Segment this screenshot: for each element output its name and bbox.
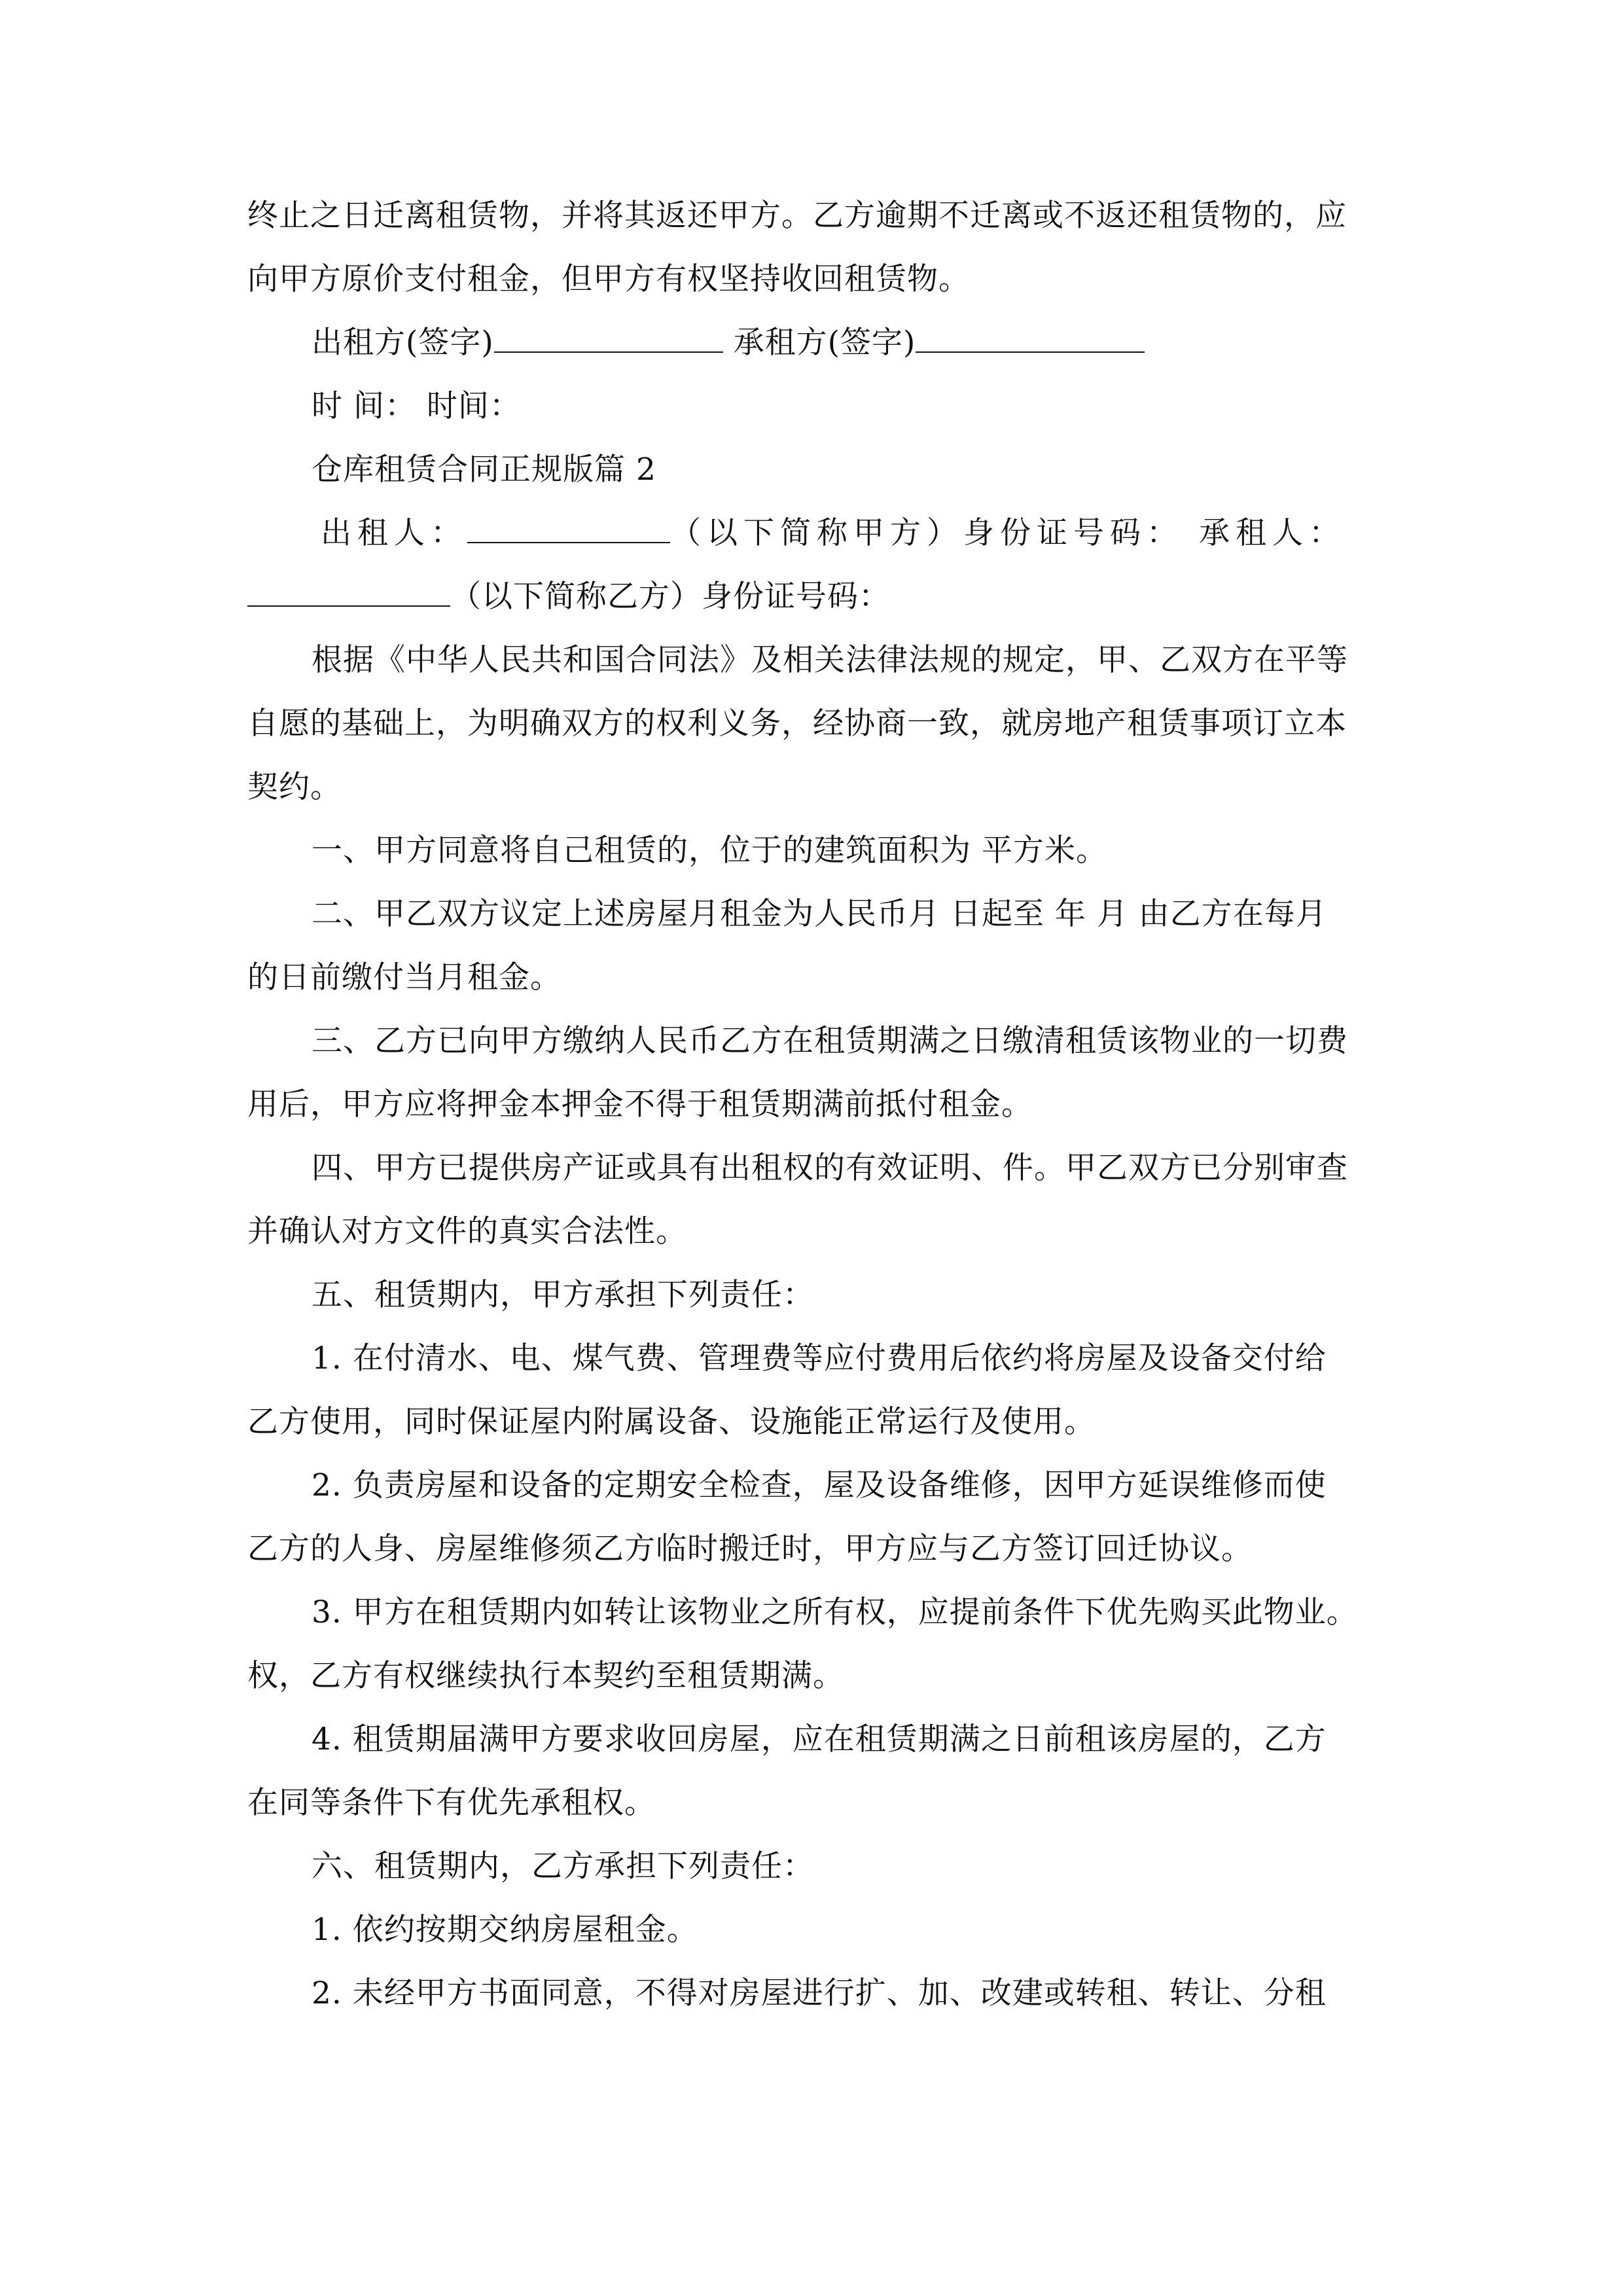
clause-6-item-2: 2. 未经甲方书面同意，不得对房屋进行扩、加、改建或转租、转让、分租 xyxy=(312,1975,1327,2011)
lessee-line xyxy=(247,577,890,617)
text-line: 乙方使用，同时保证屋内附属设备、设施能正常运行及使用。 xyxy=(247,1404,1096,1440)
lessor-signature-blank xyxy=(494,325,723,353)
text-line: 权，乙方有权继续执行本契约至租赁期满。 xyxy=(247,1658,844,1694)
clause-5-item-2: 2. 负责房屋和设备的定期安全检查，屋及设备维修，因甲方延误维修而使 xyxy=(312,1467,1327,1503)
clause-5-item-1: 1. 在付清水、电、煤气费、管理费等应付费用后依约将房屋及设备交付给 xyxy=(312,1340,1327,1376)
clause-3: 三、乙方已向甲方缴纳人民币乙方在租赁期满之日缴清租赁该物业的一切费 xyxy=(312,1023,1348,1059)
clause-5: 五、租赁期内，甲方承担下列责任： xyxy=(312,1277,814,1313)
text-line: 乙方的人身、房屋维修须乙方临时搬迁时，甲方应与乙方签订回迁协议。 xyxy=(247,1531,1253,1567)
time-line: 时 间： 时间： xyxy=(312,388,521,424)
text-line: 自愿的基础上，为明确双方的权利义务，经协商一致，就房地产租赁事项订立本 xyxy=(247,706,1347,742)
text-line: 终止之日迁离租赁物，并将其返还甲方。乙方逾期不迁离或不返还租赁物的，应 xyxy=(247,198,1347,234)
lessee-line-rest: （以下简称乙方）身份证号码： xyxy=(450,579,890,615)
lessee-signature-blank xyxy=(916,325,1145,353)
text-line: 在同等条件下有优先承租权。 xyxy=(247,1785,656,1821)
lessor-label: 出租人： xyxy=(321,515,467,551)
lessor-line-rest: （以下简称甲方）身份证号码： 承租人： xyxy=(670,515,1346,551)
lessee-signature-label: 承租方(签字) xyxy=(733,325,916,361)
text-line: 用后，甲方应将押金本押金不得于租赁期满前抵付租金。 xyxy=(247,1086,1033,1122)
lessor-signature-label: 出租方(签字) xyxy=(312,325,494,361)
clause-5-item-3: 3. 甲方在租赁期内如转让该物业之所有权，应提前条件下优先购买此物业。 xyxy=(312,1594,1358,1630)
clause-2: 二、甲乙双方议定上述房屋月租金为人民币月 日起至 年 月 由乙方在每月 xyxy=(312,896,1327,932)
lessee-name-blank xyxy=(247,579,450,607)
clause-1: 一、甲方同意将自己租赁的，位于的建筑面积为 平方米。 xyxy=(312,833,1107,869)
clause-4: 四、甲方已提供房产证或具有出租权的有效证明、件。甲乙双方已分别审查 xyxy=(312,1150,1348,1186)
signature-line xyxy=(312,323,1145,363)
text-line: 契约。 xyxy=(247,769,342,805)
clause-6: 六、租赁期内，乙方承担下列责任： xyxy=(312,1848,814,1884)
clause-6-item-1: 1. 依约按期交纳房屋租金。 xyxy=(312,1912,698,1948)
lessor-line xyxy=(321,514,1346,553)
text-line: 根据《中华人民共和国合同法》及相关法律法规的规定，甲、乙双方在平等 xyxy=(312,642,1348,678)
clause-5-item-4: 4. 租赁期届满甲方要求收回房屋，应在租赁期满之日前租该房屋的，乙方 xyxy=(312,1721,1327,1757)
text-line: 向甲方原价支付租金，但甲方有权坚持收回租赁物。 xyxy=(247,261,970,297)
text-line: 的日前缴付当月租金。 xyxy=(247,960,562,996)
text-line: 并确认对方文件的真实合法性。 xyxy=(247,1213,687,1249)
lessor-name-blank xyxy=(467,516,670,543)
section-title: 仓库租赁合同正规版篇 2 xyxy=(312,452,656,488)
